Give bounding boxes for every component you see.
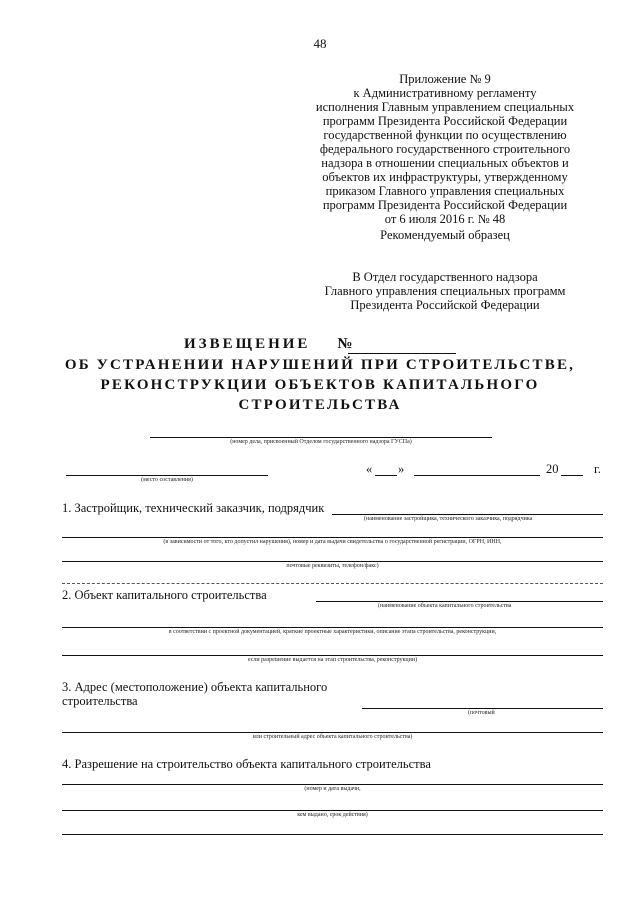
notice-subtitle-line: РЕКОНСТРУКЦИИ ОБЪЕКТОВ КАПИТАЛЬНОГО bbox=[100, 377, 540, 393]
section3-title-line: 3. Адрес (местоположение) объекта капитального bbox=[62, 680, 328, 694]
notice-number-line bbox=[348, 353, 456, 354]
section1-line bbox=[62, 537, 603, 538]
section1-title: 1. Застройщик, технический заказчик, подрядчик bbox=[62, 501, 325, 515]
appendix-line: объектов их инфраструктуры, утвержденному bbox=[322, 170, 568, 184]
section2-title: 2. Объект капитального строительства bbox=[62, 588, 267, 602]
section2-line bbox=[316, 601, 603, 602]
page-number: 48 bbox=[313, 36, 327, 51]
section3-hint: или строительный адрес объекта капитального строительства) bbox=[252, 734, 413, 740]
appendix-line: исполнения Главным управлением специальных bbox=[315, 100, 575, 114]
recommended-sample: Рекомендуемый образец bbox=[380, 228, 510, 242]
date-open-quote: « bbox=[366, 462, 373, 476]
section4-line bbox=[62, 834, 603, 835]
section2-line bbox=[62, 655, 603, 656]
place-line bbox=[66, 475, 268, 476]
section4-title: 4. Разрешение на строительство объекта капитального строительства bbox=[62, 757, 431, 771]
section4-line bbox=[62, 810, 603, 811]
section3-title bbox=[62, 680, 327, 708]
addressee-line: Главного управления специальных программ bbox=[324, 284, 566, 298]
notice-subtitle-line: СТРОИТЕЛЬСТВА bbox=[238, 397, 402, 413]
appendix-title: Приложение № 9 bbox=[399, 72, 491, 86]
section3-line bbox=[362, 708, 603, 709]
section1-line bbox=[332, 514, 603, 515]
notice-subtitle-line: ОБ УСТРАНЕНИИ НАРУШЕНИЙ ПРИ СТРОИТЕЛЬСТВЕ, bbox=[64, 357, 576, 373]
case-number-line bbox=[150, 437, 492, 438]
appendix-line: государственной функции по осуществлению bbox=[323, 128, 567, 142]
date-close-quote: » bbox=[398, 462, 405, 476]
date-year-line bbox=[561, 475, 583, 476]
section3-hint: (почтовый bbox=[468, 710, 495, 716]
section1-line bbox=[62, 561, 603, 562]
appendix-line: программ Президента Российской Федерации bbox=[322, 198, 568, 212]
section3-line bbox=[62, 732, 603, 733]
section1-hint: почтовые реквизиты, телефон/факс) bbox=[286, 563, 379, 569]
case-number-hint: (номер дела, присвоенный Отделом государственного надзора ГУСПа) bbox=[230, 439, 412, 445]
notice-title: ИЗВЕЩЕНИЕ № bbox=[184, 336, 356, 352]
addressee-line: Президента Российской Федерации bbox=[350, 298, 540, 312]
section2-hint: (наименование объекта капитального строительства bbox=[378, 603, 512, 609]
appendix-line: федерального государственного строительного bbox=[319, 142, 571, 156]
place-hint: (место составления) bbox=[141, 477, 193, 483]
appendix-line: надзора в отношении специальных объектов и bbox=[321, 156, 569, 170]
section1-hint: (наименование застройщика, технического заказчика, подрядчика bbox=[364, 516, 533, 522]
section4-hint: (номер и дата выдачи, bbox=[304, 786, 361, 792]
addressee-block bbox=[300, 270, 590, 312]
section2-hint: в соответствии с проектной документацией, краткие проектные характеристики, описание этапа строительства, реконструкции, bbox=[168, 629, 497, 635]
section-divider bbox=[62, 583, 603, 584]
section3-title-line: строительства bbox=[62, 694, 138, 708]
appendix-line: от 6 июля 2016 г. № 48 bbox=[384, 212, 506, 226]
appendix-line: к Административному регламенту bbox=[353, 86, 537, 100]
date-day-line bbox=[375, 475, 397, 476]
appendix-line: программ Президента Российской Федерации bbox=[322, 114, 568, 128]
addressee-line: В Отдел государственного надзора bbox=[352, 270, 538, 284]
date-month-line bbox=[414, 475, 540, 476]
date-year-suffix: г. bbox=[594, 462, 601, 476]
section4-line bbox=[62, 784, 603, 785]
section1-hint: (в зависимости от того, кто допустил нарушения), номер и дата выдачи свидетельства о государственной регистрации, ОГРН, ИНН, bbox=[163, 539, 502, 545]
section4-hint: кем выдано, срок действия) bbox=[297, 812, 368, 818]
section2-hint: если разрешение выдается на этап строительства, реконструкции) bbox=[247, 657, 418, 663]
date-year-prefix: 20 bbox=[546, 462, 559, 476]
notice-subtitle bbox=[40, 355, 600, 415]
appendix-block bbox=[300, 72, 590, 226]
section2-line bbox=[62, 627, 603, 628]
appendix-line: приказом Главного управления специальных bbox=[325, 184, 565, 198]
